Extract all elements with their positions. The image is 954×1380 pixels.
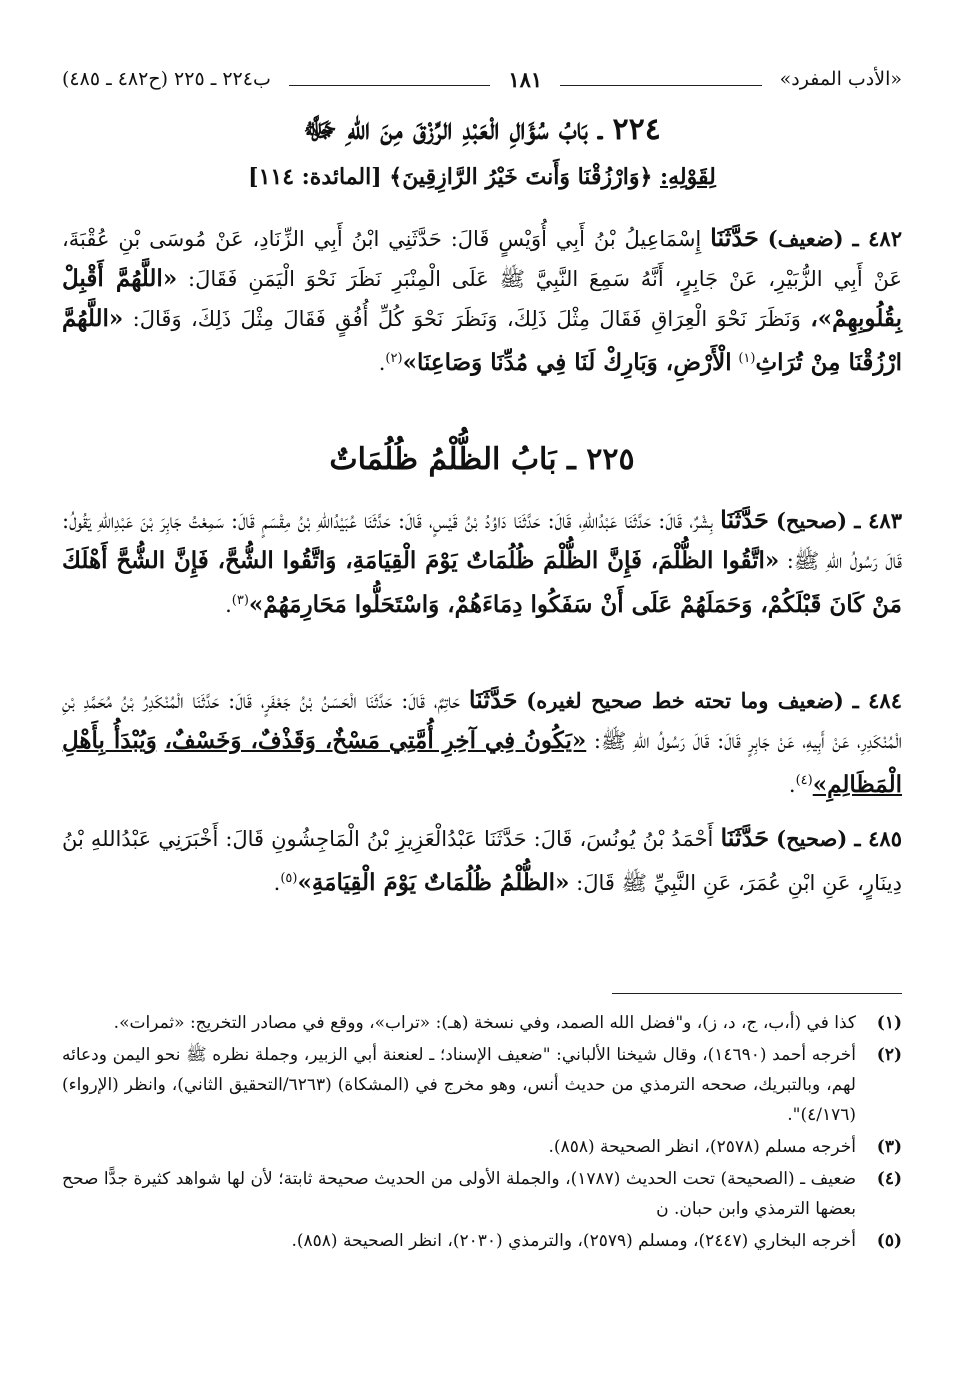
haddathana: حَدَّثَنَا xyxy=(720,505,769,534)
hadith-483 xyxy=(62,500,902,625)
footnote-number: (١) xyxy=(876,1013,902,1033)
hadith-number: ٤٨٤ ـ xyxy=(852,688,902,713)
hadith-485 xyxy=(62,818,902,903)
header-rule-right xyxy=(560,73,761,86)
period: . xyxy=(378,351,386,375)
footnote-2 xyxy=(62,1040,902,1130)
footnote-ref: (١) xyxy=(738,351,756,366)
isnad-text: بِشْرٌ، قَالَ: حَدَّثَنَا عَبْدُاللهِ، قَالَ: حَدَّثَنَا دَاوُدُ بْنُ قَيْسٍ، قَالَ: حَدَّثَنَا عُبَيْدُاللهِ بْنُ مِقْسَمٍ قَالَ: سَمِعْتُ جَابِرَ بْنَ عَبْدِاللهِ يَقُولُ: قَالَ رَسُولُ اللهِ ﷺ: xyxy=(62,509,902,573)
period: . xyxy=(225,593,232,617)
header-range: ب٢٢٤ ـ ٢٢٥ (ح٤٨٢ ـ ٤٨٥) xyxy=(61,68,271,90)
book-page xyxy=(62,40,902,1360)
footnote-4 xyxy=(62,1164,902,1224)
matn-text: «اللَّهُمَّ ارْزُقْنَا مِنْ تُرَاثِ xyxy=(62,305,902,376)
matn-text: «الظُّلْمُ ظُلُمَاتٌ يَوْمَ الْقِيَامَةِ» xyxy=(297,869,570,896)
narration-text: وَنَظَرَ نَحْوَ الْعِرَاقِ فَقَالَ مِثْلَ ذَلِكَ، وَنَظَرَ نَحْوَ كُلِّ أُفُقٍ فَقَالَ مِثْلَ ذَلِكَ، وَقَالَ: xyxy=(132,307,801,331)
hadith-grade: (صحيح) xyxy=(775,508,848,533)
footnote-3 xyxy=(62,1132,902,1162)
chapter-225-title: ٢٢٥ ـ بَابُ الظُّلْمُ ظُلُمَاتٌ xyxy=(329,442,635,477)
hadith-number: ٤٨٥ ـ xyxy=(854,826,902,851)
footnote-1 xyxy=(62,1008,902,1038)
haddathana: حَدَّثَنَا xyxy=(720,823,770,852)
footnote-ref: (٥) xyxy=(280,871,298,886)
footnote-text: ضعيف ـ (الصحيحة) تحت الحديث (١٧٨٧)، والجملة الأولى من الحديث صحيحة ثابتة؛ لأن لها شواهد كثيرة جدًّا صحح بعضها الترمذي وابن حبان. ن xyxy=(62,1169,857,1219)
hadith-grade: (صحيح) xyxy=(776,826,848,851)
hadith-grade: (ضعيف) xyxy=(767,226,844,251)
matn-text: الْأَرْضِ، وَبَارِكْ لَنَا فِي مُدِّنَا وَصَاعِنَا» xyxy=(402,349,732,376)
footnote-ref: (٢) xyxy=(385,351,403,366)
matn-text: «اتَّقُوا الظُّلْمَ، فَإِنَّ الظُّلْمَ ظُلُمَاتٌ يَوْمَ الْقِيَامَةِ، وَاتَّقُوا الشُّحَّ، فَإِنَّ الشُّحَّ أَهْلَكَ مَنْ كَانَ قَبْلَكُمْ، وَحَمَلَهُمْ عَلَى أَنْ سَفَكُوا دِمَاءَهُمْ، وَاسْتَحَلُّوا مَحَارِمَهُمْ» xyxy=(62,547,902,618)
footnote-number: (٤) xyxy=(876,1169,902,1189)
hadith-482 xyxy=(62,218,902,383)
isnad-text: أَحْمَدُ بْنُ يُونُسَ، قَالَ: حَدَّثَنَا عَبْدُالْعَزِيزِ بْنُ الْمَاجِشُونِ قَالَ: أَخْبَرَنِي عَبْدُاللهِ بْنُ دِينَارٍ، عَنِ ابْنِ عُمَرَ، عَنِ النَّبِيِّ ﷺ قَالَ: xyxy=(62,827,902,895)
matn-text-underlined: «يَكُونُ فِي آخِرِ أُمَّتِي مَسْخٌ، وَقَذْفٌ، وَخَسْفٌ، xyxy=(164,727,587,754)
footnote-number: (٣) xyxy=(876,1137,902,1157)
hadith-number: ٤٨٣ ـ xyxy=(854,508,902,533)
isnad-text: حَاتِمٌ، قَالَ: حَدَّثَنَا الْحَسَنُ بْنُ جَعْفَرٍ، قَالَ: حَدَّثَنَا الْمُنْكَدِرُ بْنُ مُحَمَّدِ بْنِ الْمُنْكَدِرِ، عَنْ أَبِيهِ، عَنْ جَابِرٍ قَالَ: قَالَ رَسُولُ اللهِ ﷺ: xyxy=(62,689,902,753)
footnotes xyxy=(62,1008,902,1258)
chapter-224-sub-lead: لِقَوْلِهِ: xyxy=(660,164,716,190)
haddathana: حَدَّثَنَا xyxy=(710,223,759,252)
period: . xyxy=(788,773,796,797)
footnote-ref: (٣) xyxy=(231,593,249,608)
header-book-title: «الأدب المفرد» xyxy=(779,68,902,90)
footnote-text: أخرجه أحمد (١٤٦٩٠)، وقال شيخنا الألباني: "ضعيف الإسناد؛ ـ لعنعنة أبي الزبير، وجملة نظره ﷺ نحو اليمن ودعائه لهم، وبالتبريك، صححه الترمذي من حديث أنس، وهو مخرج في (المشكاة) (٦٢٦٣/التحقيق الثاني)، وانظر (الإرواء) (٤/١٧٦)". xyxy=(62,1045,856,1125)
isnad-text: إِسْمَاعِيلُ بْنُ أَبِي أُوَيْسٍ قَالَ: حَدَّثَنِي ابْنُ أَبِي الزِّنَادِ، عَنْ مُوسَى بْنِ عُقْبَةَ، عَنْ أَبِي الزُّبَيْرِ، عَنْ جَابِرٍ، أَنَّهُ سَمِعَ النَّبِيَّ ﷺ عَلَى الْمِنْبَرِ نَظَرَ نَحْوَ الْيَمَنِ فَقَالَ: xyxy=(62,227,902,291)
page-number: ١٨١ xyxy=(508,66,543,92)
footnote-number: (٢) xyxy=(876,1045,902,1065)
footnote-5 xyxy=(62,1226,902,1256)
header-rule-left xyxy=(289,73,490,86)
haddathana: حَدَّثَنَا xyxy=(468,685,518,714)
hadith-484 xyxy=(62,680,902,805)
hadith-number: ٤٨٢ ـ xyxy=(852,226,902,251)
footnote-ref: (٤) xyxy=(795,773,813,788)
chapter-224-subtitle xyxy=(62,162,902,192)
chapter-224-verse: ﴿وَارْزُقْنَا وَأَنتَ خَيْرُ الرَّازِقِينَ﴾ [المائدة: ١١٤] xyxy=(248,164,653,190)
hadith-grade: (ضعيف وما تحته خط صحيح لغيره) xyxy=(526,688,844,713)
running-header xyxy=(62,62,902,96)
footnote-text: كذا في (أ،ب، ج، د، ز)، و"فضل الله الصمد، وفي نسخة (هـ): «تراب»، ووقع في مصادر التخريج: «ثمرات». xyxy=(113,1013,856,1033)
footnote-number: (٥) xyxy=(876,1231,902,1251)
footnote-text: أخرجه البخاري (٢٤٤٧)، ومسلم (٢٥٧٩)، والترمذي (٢٠٣٠)، انظر الصحيحة (٨٥٨). xyxy=(291,1231,856,1251)
footnote-separator xyxy=(612,993,902,994)
matn-text: «اللَّهُمَّ أَقْبِلْ بِقُلُوبِهِمْ»، xyxy=(62,265,902,332)
chapter-224-title: ٢٢٤ ـ بَابُ سُؤَالِ الْعَبْدِ الرِّزْقَ مِنَ اللهِ ﷻ xyxy=(303,112,661,147)
period: . xyxy=(273,871,281,895)
footnote-text: أخرجه مسلم (٢٥٧٨)، انظر الصحيحة (٨٥٨). xyxy=(548,1137,856,1157)
matn-text-underlined: وَيُبْدَأُ بِأَهْلِ الْمَظَالِمِ» xyxy=(62,727,902,798)
